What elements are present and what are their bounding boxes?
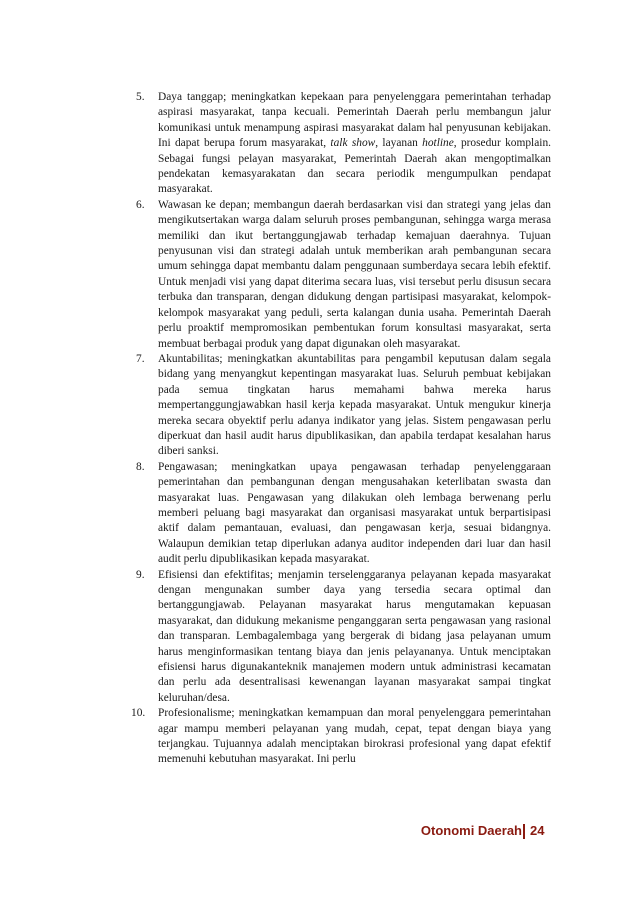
list-number: 8. [136,460,145,473]
list-item-6 [131,198,551,352]
footer-divider [523,824,525,839]
list-item-8 [131,460,551,568]
list-item-text: Efisiensi dan efektifitas; menjamin terselenggaranya pelayanan kepada masyarakat dengan mengunakan sumber daya yang tersedia secara optimal dan bertanggungjawab. Pelayanan masyarakat harus mengutamakan kepuasan masyarakat, dan didukung mekanisme penganggaran serta pengawasan yang rasional dan transparan. Lembagalembaga yang bergerak di bidang jasa pelayanan umum harus menginformasikan tentang biaya dan jenis pelayananya. Untuk menciptakan efisiensi harus digunakanteknik manajemen modern untuk administrasi kecamatan dan perlu ada desentralisasi kewenangan layanan masyarakat sampai tingkat keluruhan/desa. [158,568,551,704]
text-segment: , layanan [375,137,423,150]
text-segment: Daya tanggap; meningkatkan kepekaan para penyelenggara pemerintahan terhadap aspirasi masyarakat, tanpa kecuali. Pemerintah Daerah perlu membangun jalur komunikasi untuk menampung aspirasi masyarakat dalam hal penyusunan kebijakan. Ini dapat berupa forum masyarakat, [158,91,551,150]
list-number: 10. [131,707,146,720]
italic-term: hotline [422,137,454,150]
list-item-text: Pengawasan; meningkatkan upaya pengawasan terhadap penyelenggaraan pemerintahan dan pembangunan dengan mengusahakan keterlibatan swasta dan masyarakat luas. Pengawasan yang dilakukan oleh lembaga berwenang perlu memberi peluang bagi masyarakat dan organisasi masyarakat untuk berpartisipasi aktif dalam pemantauan, evaluasi, dan pengawasan kerja, sesuai bidangnya. Walaupun demikian tetap diperlukan adanya auditor independen dari luar dan hasil audit perlu dipublikasikan kepada masyarakat. [158,460,551,566]
list-item-text: Wawasan ke depan; membangun daerah berdasarkan visi dan strategi yang jelas dan mengikutsertakan warga dalam seluruh proses pembangunan, sehingga warga merasa memiliki dan ikut bertanggungjawab terhadap kemajuan daerahnya. Tujuan penyusunan visi dan strategi adalah untuk memberikan arah pembangunan secara umum sehingga dapat membantu dalam penggunaan sumberdaya secara lebih efektif. Untuk menjadi visi yang dapat diterima secara luas, visi tersebut perlu disusun secara terbuka dan transparan, dengan didukung dengan partisipasi masyarakat, kelompok-kelompok masyarakat yang peduli, serta kalangan dunia usaha. Pemerintah Daerah perlu proaktif mempromosikan pembentukan forum konsultasi masyarakat, serta membuat berbagai produk yang dapat digunakan oleh masyarakat. [158,198,551,350]
numbered-list [131,90,551,768]
list-item-9 [131,568,551,707]
text-segment: , prosedur komplain. Sebagai fungsi pelayan masyarakat, Pemerintah Daerah akan mengoptimalkan pendekatan kemasyarakatan dan secara periodik mengumpulkan pendapat masyarakat. [158,137,551,196]
list-item-7 [131,352,551,460]
footer-title: Otonomi Daerah [420,823,522,838]
list-number: 6. [136,198,145,211]
list-number: 5. [136,91,145,103]
list-item-10 [131,706,551,768]
italic-term: talk show [330,137,376,150]
list-item-text: Akuntabilitas; meningkatkan akuntabilitas para pengambil keputusan dalam segala bidang yang menyangkut kepentingan masyarakat luas. Seluruh pembuat kebijakan pada semua tingkatan harus memahami bahwa mereka harus mempertanggungjawabkan hasil kerja kepada masyarakat. Untuk mengukur kinerja mereka secara obyektif perlu adanya indikator yang jelas. Sistem pengawasan perlu diperkuat dan hasil audit harus dipublikasikan, dan apabila terdapat kesalahan harus diberi sanksi. [158,352,551,458]
list-item-5 [131,90,551,198]
list-number: 9. [136,568,145,581]
list-number: 7. [136,352,145,365]
page-number: 24 [530,823,545,838]
page-footer [0,823,638,843]
list-item-text: Profesionalisme; meningkatkan kemampuan dan moral penyelenggara pemerintahan agar mampu memberi pelayanan yang mudah, cepat, tepat dengan biaya yang terjangkau. Tujuannya adalah menciptakan birokrasi profesional yang dapat efektif memenuhi kebutuhan masyarakat. Ini perlu [158,707,551,766]
list-item-text [158,90,551,198]
